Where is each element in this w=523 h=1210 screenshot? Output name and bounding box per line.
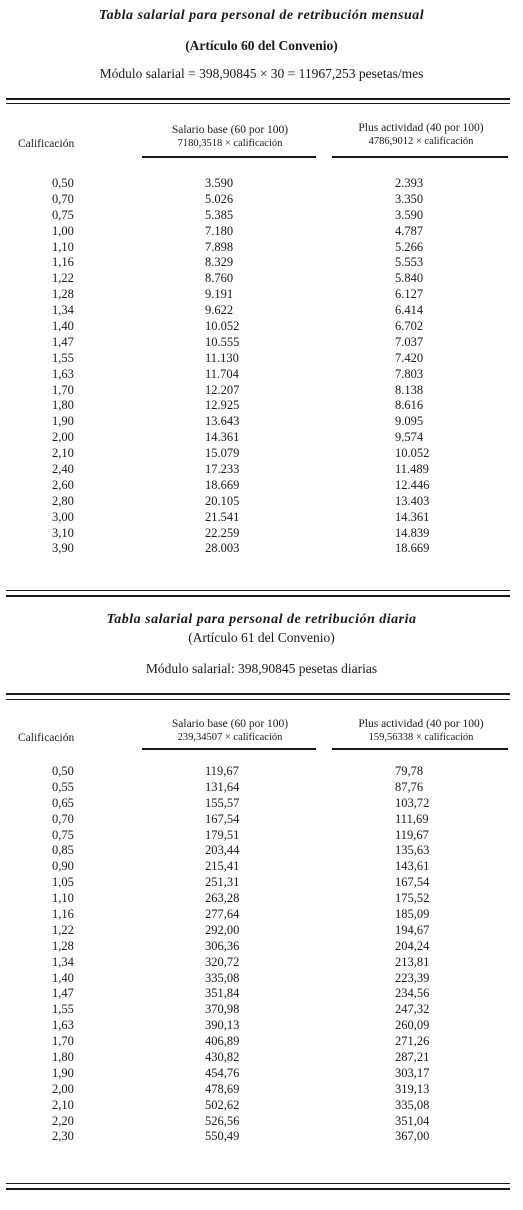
salario-base-cell: 17.233 (205, 462, 240, 477)
salario-base-cell: 9.622 (205, 303, 234, 318)
table-mensual-top-rule-2 (6, 103, 510, 104)
calificacion-cell: 1,34 (52, 954, 74, 969)
table-row (0, 510, 523, 526)
table-row (0, 796, 523, 812)
calificacion-cell: 2,00 (52, 1081, 74, 1096)
calificacion-cell: 2,40 (52, 462, 74, 477)
calificacion-cell: 1,40 (52, 319, 74, 334)
salario-base-cell: 11.704 (205, 366, 239, 381)
table-row (0, 1034, 523, 1050)
plus-actividad-cell: 351,04 (395, 1113, 430, 1128)
table-row (0, 1066, 523, 1082)
calificacion-cell: 0,50 (52, 176, 74, 190)
table-row (0, 971, 523, 987)
table-mensual-title: Tabla salarial para personal de retribución mensual (98, 8, 425, 23)
salario-base-cell: 131,64 (205, 779, 240, 794)
plus-actividad-cell: 247,32 (395, 1002, 430, 1017)
table-row (0, 907, 523, 923)
table-row (0, 319, 523, 335)
salario-base-cell: 22.259 (205, 525, 240, 540)
table-diaria-bottom-rule-2 (6, 1188, 510, 1190)
table-diaria-header-plus-underline (332, 748, 508, 750)
plus-actividad-cell: 260,09 (395, 1018, 430, 1033)
calificacion-cell: 1,40 (52, 970, 74, 985)
calificacion-cell: 1,80 (52, 398, 74, 413)
table-diaria-top-rule-2 (6, 699, 510, 700)
salario-base-cell: 28.003 (205, 541, 240, 556)
plus-actividad-cell: 271,26 (395, 1034, 430, 1049)
plus-actividad-cell: 7.420 (395, 350, 424, 365)
table-diaria-header-plus (330, 718, 512, 744)
plus-actividad-cell: 79,78 (395, 764, 424, 778)
plus-actividad-cell: 143,61 (395, 859, 430, 874)
plus-actividad-cell: 12.446 (395, 477, 430, 492)
plus-actividad-cell: 3.350 (395, 191, 424, 206)
table-row (0, 955, 523, 971)
plus-actividad-cell: 5.553 (395, 255, 424, 270)
plus-actividad-cell: 3.590 (395, 207, 424, 222)
salario-base-cell: 11.130 (205, 350, 239, 365)
table-row (0, 494, 523, 510)
salario-base-cell: 12.207 (205, 382, 240, 397)
calificacion-cell: 3,90 (52, 541, 74, 556)
calificacion-cell: 0,55 (52, 779, 74, 794)
table-row (0, 240, 523, 256)
table-row (0, 875, 523, 891)
table-row (0, 939, 523, 955)
table-diaria-header-base-underline (142, 748, 316, 750)
calificacion-cell: 1,16 (52, 255, 74, 270)
calificacion-cell: 1,22 (52, 922, 74, 937)
table-mensual-subtitle: (Artículo 60 del Convenio) (185, 38, 338, 53)
calificacion-cell: 0,70 (52, 811, 74, 826)
plus-actividad-cell: 103,72 (395, 795, 430, 810)
plus-actividad-cell: 7.803 (395, 366, 424, 381)
table-row (0, 1050, 523, 1066)
plus-actividad-cell: 194,67 (395, 922, 430, 937)
table-mensual-bottom-rule (6, 590, 510, 591)
salario-base-cell: 502,62 (205, 1097, 240, 1112)
calificacion-cell: 1,90 (52, 1065, 74, 1080)
calificacion-cell: 2,10 (52, 446, 74, 461)
salario-base-cell: 370,98 (205, 1002, 240, 1017)
table-row (0, 430, 523, 446)
table-row (0, 478, 523, 494)
plus-actividad-cell: 14.839 (395, 525, 430, 540)
salario-base-cell: 15.079 (205, 446, 240, 461)
table-mensual-top-rule (6, 98, 510, 100)
calificacion-cell: 0,75 (52, 827, 74, 842)
table-row (0, 176, 523, 192)
table-row (0, 398, 523, 414)
calificacion-cell: 1,80 (52, 1050, 74, 1065)
plus-actividad-cell: 6.414 (395, 303, 424, 318)
salario-base-cell: 155,57 (205, 795, 240, 810)
plus-actividad-cell: 10.052 (395, 446, 430, 461)
table-row (0, 1129, 523, 1145)
calificacion-cell: 1,90 (52, 414, 74, 429)
table-diaria-header-base-formula: 239,34507 × calificación (177, 732, 283, 743)
salario-base-cell: 478,69 (205, 1081, 240, 1096)
calificacion-cell: 1,28 (52, 287, 74, 302)
salario-base-cell: 20.105 (205, 493, 240, 508)
salario-base-cell: 21.541 (205, 509, 240, 524)
salario-base-cell: 320,72 (205, 954, 240, 969)
calificacion-cell: 1,22 (52, 271, 74, 286)
calificacion-cell: 1,70 (52, 382, 74, 397)
calificacion-cell: 0,85 (52, 843, 74, 858)
table-mensual-header-base-title: Salario base (60 por 100) (171, 124, 289, 136)
table-diaria-header-base-title: Salario base (60 por 100) (171, 718, 289, 730)
table-diaria-top-rule (6, 693, 510, 695)
plus-actividad-cell: 367,00 (395, 1129, 430, 1144)
plus-actividad-cell: 167,54 (395, 875, 430, 890)
calificacion-cell: 2,10 (52, 1097, 74, 1112)
table-row (0, 414, 523, 430)
salario-base-cell: 18.669 (205, 477, 240, 492)
table-row (0, 1098, 523, 1114)
plus-actividad-cell: 119,67 (395, 827, 429, 842)
calificacion-cell: 0,70 (52, 191, 74, 206)
table-mensual-header-calificacion: Calificación (18, 138, 75, 150)
calificacion-cell: 1,63 (52, 366, 74, 381)
calificacion-cell: 1,28 (52, 938, 74, 953)
table-mensual-body (0, 176, 523, 557)
salario-base-cell: 8.760 (205, 271, 234, 286)
salario-base-cell: 351,84 (205, 986, 240, 1001)
salario-base-cell: 406,89 (205, 1034, 240, 1049)
calificacion-cell: 2,20 (52, 1113, 74, 1128)
calificacion-cell: 1,10 (52, 891, 74, 906)
plus-actividad-cell: 204,24 (395, 938, 430, 953)
calificacion-cell: 1,05 (52, 875, 74, 890)
plus-actividad-cell: 8.616 (395, 398, 424, 413)
table-mensual-header-base-underline (142, 156, 316, 158)
table-row (0, 335, 523, 351)
salario-base-cell: 14.361 (205, 430, 240, 445)
plus-actividad-cell: 18.669 (395, 541, 430, 556)
calificacion-cell: 2,00 (52, 430, 74, 445)
calificacion-cell: 0,90 (52, 859, 74, 874)
plus-actividad-cell: 8.138 (395, 382, 424, 397)
table-row (0, 986, 523, 1002)
plus-actividad-cell: 135,63 (395, 843, 430, 858)
table-mensual-header-plus-formula: 4786,9012 × calificación (368, 136, 474, 147)
table-mensual-header-plus (330, 122, 512, 148)
table-row (0, 1002, 523, 1018)
table-row (0, 367, 523, 383)
table-mensual-header-plus-underline (332, 156, 508, 158)
table-mensual-header-base-formula: 7180,3518 × calificación (177, 138, 283, 149)
table-row (0, 271, 523, 287)
table-mensual-bottom-rule-2 (6, 595, 510, 597)
plus-actividad-cell: 9.095 (395, 414, 424, 429)
plus-actividad-cell: 14.361 (395, 509, 430, 524)
salario-base-cell: 179,51 (205, 827, 240, 842)
salario-base-cell: 8.329 (205, 255, 234, 270)
table-mensual-modulo: Módulo salarial = 398,90845 × 30 = 11967,253 pesetas/mes (99, 66, 424, 81)
table-diaria-header-plus-title: Plus actividad (40 por 100) (358, 718, 484, 730)
table-row (0, 224, 523, 240)
table-diaria-header-base (140, 718, 320, 744)
table-row (0, 351, 523, 367)
salario-base-cell: 306,36 (205, 938, 240, 953)
table-diaria-bottom-rule (6, 1183, 510, 1184)
table-row (0, 192, 523, 208)
salario-base-cell: 390,13 (205, 1018, 240, 1033)
salario-base-cell: 9.191 (205, 287, 234, 302)
salario-base-cell: 13.643 (205, 414, 240, 429)
table-row (0, 923, 523, 939)
table-row (0, 303, 523, 319)
table-diaria-body (0, 764, 523, 1145)
plus-actividad-cell: 111,69 (395, 811, 429, 826)
calificacion-cell: 1,10 (52, 239, 74, 254)
salario-base-cell: 335,08 (205, 970, 240, 985)
table-diaria-modulo: Módulo salarial: 398,90845 pesetas diarias (145, 661, 378, 676)
salario-base-cell: 7.180 (205, 223, 234, 238)
plus-actividad-cell: 2.393 (395, 176, 424, 190)
salario-base-cell: 3.590 (205, 176, 234, 190)
table-row (0, 208, 523, 224)
plus-actividad-cell: 213,81 (395, 954, 430, 969)
table-mensual-header-plus-title: Plus actividad (40 por 100) (358, 122, 484, 134)
calificacion-cell: 1,47 (52, 334, 74, 349)
plus-actividad-cell: 6.702 (395, 319, 424, 334)
calificacion-cell: 1,16 (52, 907, 74, 922)
salario-base-cell: 10.555 (205, 334, 240, 349)
plus-actividad-cell: 5.840 (395, 271, 424, 286)
calificacion-cell: 0,65 (52, 795, 74, 810)
salario-base-cell: 277,64 (205, 907, 240, 922)
calificacion-cell: 1,47 (52, 986, 74, 1001)
plus-actividad-cell: 287,21 (395, 1050, 430, 1065)
plus-actividad-cell: 185,09 (395, 907, 430, 922)
calificacion-cell: 3,00 (52, 509, 74, 524)
calificacion-cell: 1,70 (52, 1034, 74, 1049)
salario-base-cell: 215,41 (205, 859, 240, 874)
plus-actividad-cell: 13.403 (395, 493, 430, 508)
table-row (0, 843, 523, 859)
calificacion-cell: 2,60 (52, 477, 74, 492)
table-row (0, 446, 523, 462)
calificacion-cell: 3,10 (52, 525, 74, 540)
salario-base-cell: 526,56 (205, 1113, 240, 1128)
calificacion-cell: 1,34 (52, 303, 74, 318)
salario-base-cell: 454,76 (205, 1065, 240, 1080)
table-row (0, 891, 523, 907)
salario-base-cell: 292,00 (205, 922, 240, 937)
salario-base-cell: 5.026 (205, 191, 234, 206)
table-row (0, 1114, 523, 1130)
table-row (0, 462, 523, 478)
plus-actividad-cell: 335,08 (395, 1097, 430, 1112)
calificacion-cell: 1,63 (52, 1018, 74, 1033)
salario-base-cell: 203,44 (205, 843, 240, 858)
calificacion-cell: 2,80 (52, 493, 74, 508)
salario-base-cell: 251,31 (205, 875, 240, 890)
plus-actividad-cell: 11.489 (395, 462, 429, 477)
table-row (0, 828, 523, 844)
table-row (0, 541, 523, 557)
table-row (0, 780, 523, 796)
table-row (0, 1018, 523, 1034)
table-row (0, 287, 523, 303)
calificacion-cell: 2,30 (52, 1129, 74, 1144)
plus-actividad-cell: 319,13 (395, 1081, 430, 1096)
salario-base-cell: 167,54 (205, 811, 240, 826)
table-diaria-header-plus-formula: 159,56338 × calificación (368, 732, 474, 743)
table-row (0, 255, 523, 271)
calificacion-cell: 1,55 (52, 1002, 74, 1017)
calificacion-cell: 1,55 (52, 350, 74, 365)
salario-base-cell: 263,28 (205, 891, 240, 906)
table-row (0, 859, 523, 875)
salario-base-cell: 7.898 (205, 239, 234, 254)
table-row (0, 1082, 523, 1098)
salario-base-cell: 5.385 (205, 207, 234, 222)
plus-actividad-cell: 7.037 (395, 334, 424, 349)
table-diaria-subtitle: (Artículo 61 del Convenio) (188, 630, 335, 645)
table-row (0, 383, 523, 399)
salario-base-cell: 12.925 (205, 398, 240, 413)
calificacion-cell: 0,50 (52, 764, 74, 778)
table-row (0, 764, 523, 780)
plus-actividad-cell: 5.266 (395, 239, 424, 254)
plus-actividad-cell: 6.127 (395, 287, 424, 302)
plus-actividad-cell: 4.787 (395, 223, 424, 238)
plus-actividad-cell: 234,56 (395, 986, 430, 1001)
plus-actividad-cell: 223,39 (395, 970, 430, 985)
table-diaria-header-calificacion: Calificación (18, 732, 75, 744)
plus-actividad-cell: 9.574 (395, 430, 424, 445)
table-mensual-header-base (140, 124, 320, 150)
calificacion-cell: 1,00 (52, 223, 74, 238)
plus-actividad-cell: 87,76 (395, 779, 424, 794)
plus-actividad-cell: 303,17 (395, 1065, 430, 1080)
salario-base-cell: 10.052 (205, 319, 240, 334)
calificacion-cell: 0,75 (52, 207, 74, 222)
plus-actividad-cell: 175,52 (395, 891, 430, 906)
table-row (0, 526, 523, 542)
table-diaria-title: Tabla salarial para personal de retribución diaria (106, 612, 417, 627)
salario-base-cell: 550,49 (205, 1129, 240, 1144)
table-row (0, 812, 523, 828)
salario-base-cell: 430,82 (205, 1050, 240, 1065)
salario-base-cell: 119,67 (205, 764, 239, 778)
